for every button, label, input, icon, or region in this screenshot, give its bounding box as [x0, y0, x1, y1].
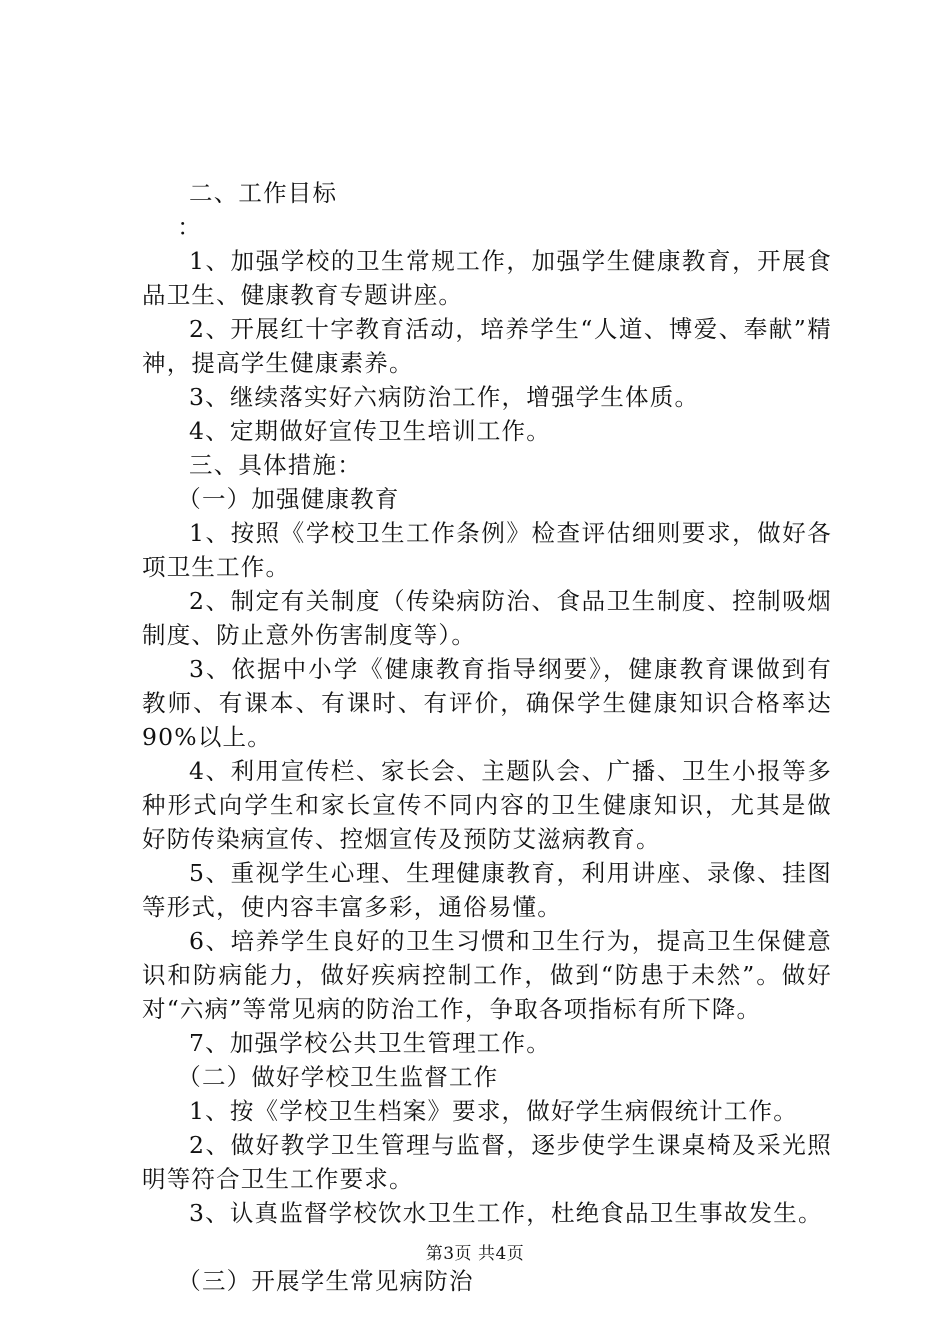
page-footer: 第3页 共4页 [425, 1244, 525, 1264]
document-body [142, 176, 832, 1298]
paragraph: （二）做好学校卫生监督工作 [177, 1063, 499, 1091]
paragraph: 1、加强学校的卫生常规工作，加强学生健康教育，开展食品卫生、健康教育专题讲座。 [142, 247, 832, 309]
paragraph: 3、认真监督学校饮水卫生工作，杜绝食品卫生事故发生。 [189, 1199, 823, 1227]
paragraph: 二、工作目标 [189, 179, 338, 207]
paragraph: 6、培养学生良好的卫生习惯和卫生行为，提高卫生保健意识和防病能力，做好疾病控制工作，做到“防患于未然”。做好对“六病”等常见病的防治工作，争取各项指标有所下降。 [142, 927, 832, 1023]
paragraph: 1、按《学校卫生档案》要求，做好学生病假统计工作。 [189, 1097, 798, 1125]
paragraph: 2、开展红十字教育活动，培养学生“人道、博爱、奉献”精神，提高学生健康素养。 [142, 315, 832, 377]
paragraph: 4、利用宣传栏、家长会、主题队会、广播、卫生小报等多种形式向学生和家长宣传不同内容的卫生健康知识，尤其是做好防传染病宣传、控烟宣传及预防艾滋病教育。 [142, 757, 832, 853]
paragraph: （一）加强健康教育 [177, 485, 400, 513]
paragraph: ： [177, 213, 202, 241]
paragraph: 2、制定有关制度（传染病防治、食品卫生制度、控制吸烟制度、防止意外伤害制度等）。 [142, 587, 832, 649]
paragraph: 2、做好教学卫生管理与监督，逐步使学生课桌椅及采光照明等符合卫生工作要求。 [142, 1131, 832, 1193]
paragraph: 7、加强学校公共卫生管理工作。 [189, 1029, 551, 1057]
paragraph: 5、重视学生心理、生理健康教育，利用讲座、录像、挂图等形式，使内容丰富多彩，通俗易懂。 [142, 859, 832, 921]
paragraph: 三、具体措施： [189, 451, 362, 479]
paragraph: 3、继续落实好六病防治工作，增强学生体质。 [189, 383, 700, 411]
paragraph: 1、按照《学校卫生工作条例》检查评估细则要求，做好各项卫生工作。 [142, 519, 832, 581]
paragraph: （三）开展学生常见病防治 [177, 1267, 474, 1295]
paragraph: 4、定期做好宣传卫生培训工作。 [189, 417, 551, 445]
paragraph: 3、依据中小学《健康教育指导纲要》，健康教育课做到有教师、有课本、有课时、有评价，确保学生健康知识合格率达90%以上。 [142, 655, 832, 751]
